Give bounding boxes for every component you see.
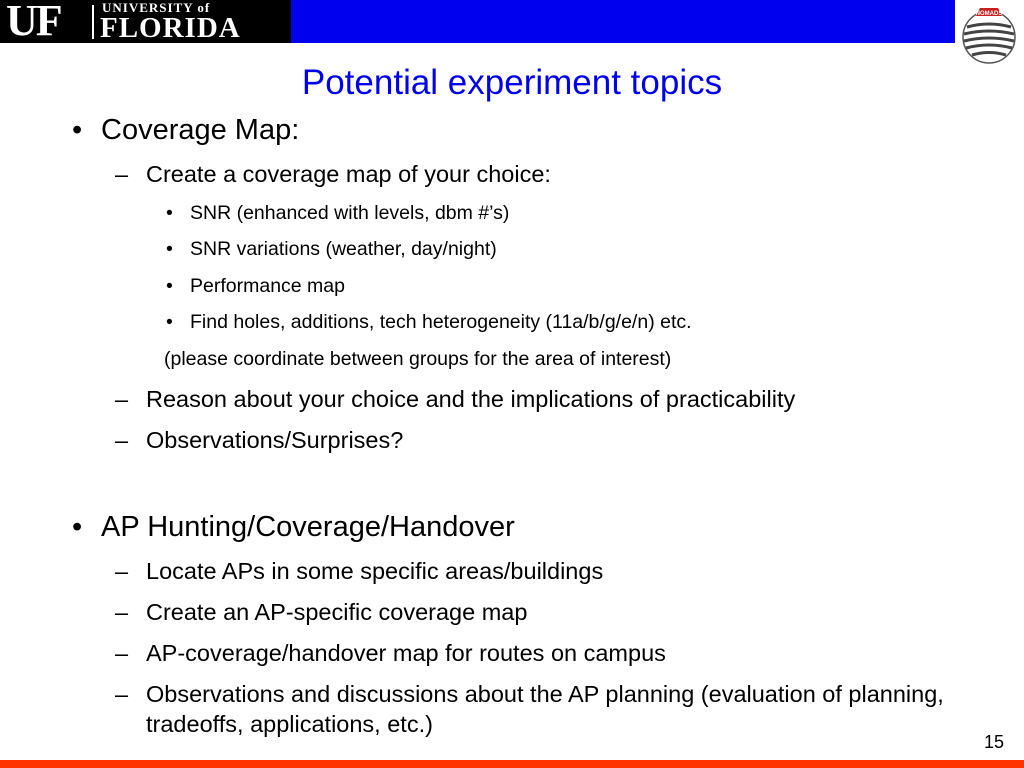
sub-list-item-text: SNR (enhanced with levels, dbm #’s) bbox=[190, 202, 510, 224]
section-heading-text: Coverage Map: bbox=[101, 114, 300, 146]
list-item bbox=[115, 384, 975, 414]
list-item bbox=[115, 638, 975, 668]
list-item-text: AP-coverage/handover map for routes on campus bbox=[146, 640, 666, 666]
sub-list-item-text: Performance map bbox=[190, 275, 345, 297]
list-item bbox=[115, 556, 975, 586]
list-item-text: Observations/Surprises? bbox=[146, 427, 404, 453]
uf-logo-mark: UF bbox=[6, 0, 61, 45]
slide-title: Potential experiment topics bbox=[301, 63, 723, 102]
list-item-text: Observations and discussions about the AP planning (evaluation of planning, tradeoffs, applications, etc.) bbox=[146, 681, 944, 737]
list-item bbox=[115, 679, 975, 739]
bullet-icon: • bbox=[72, 511, 83, 543]
uf-logo-university: UNIVERSITY of bbox=[102, 0, 211, 15]
list-item-text: Locate APs in some specific areas/buildings bbox=[146, 558, 604, 584]
dash-icon: – bbox=[115, 640, 129, 666]
page-number: 15 bbox=[983, 732, 1004, 752]
nomads-logo-text: NOMADS bbox=[975, 11, 1003, 17]
footer-bar bbox=[0, 760, 1024, 768]
dash-icon: – bbox=[115, 386, 129, 412]
section-heading-text: AP Hunting/Coverage/Handover bbox=[101, 511, 515, 543]
list-item bbox=[115, 425, 975, 455]
bullet-icon: • bbox=[166, 202, 173, 224]
dash-icon: – bbox=[115, 681, 129, 707]
list-item-text: Create a coverage map of your choice: bbox=[146, 161, 551, 187]
sub-list-item-text: Find holes, additions, tech heterogeneity (11a/b/g/e/n) etc. bbox=[190, 311, 692, 333]
dash-icon: – bbox=[115, 558, 129, 584]
list-item bbox=[115, 597, 975, 627]
dash-icon: – bbox=[115, 161, 129, 187]
bullet-icon: • bbox=[166, 238, 173, 260]
list-item-text: Reason about your choice and the implications of practicability bbox=[146, 386, 796, 412]
list-item-text: Create an AP-specific coverage map bbox=[146, 599, 528, 625]
dash-icon: – bbox=[115, 427, 129, 453]
coordination-note: (please coordinate between groups for the area of interest) bbox=[164, 348, 672, 370]
sub-list-item-text: SNR variations (weather, day/night) bbox=[190, 238, 497, 260]
dash-icon: – bbox=[115, 599, 129, 625]
list-item bbox=[115, 159, 975, 189]
bullet-icon: • bbox=[166, 275, 173, 297]
bullet-icon: • bbox=[166, 311, 173, 333]
uf-logo-florida: FLORIDA bbox=[100, 12, 241, 44]
bullet-icon: • bbox=[72, 114, 83, 146]
